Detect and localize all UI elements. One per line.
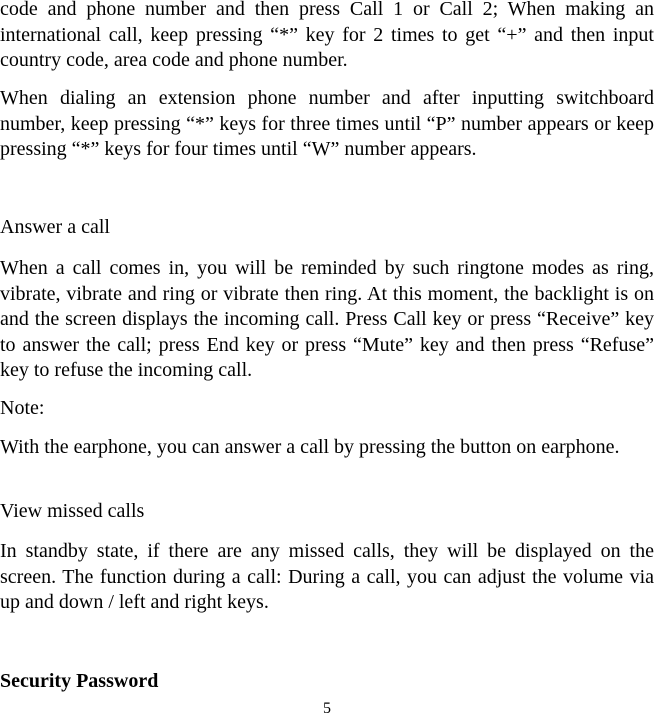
note-label: Note: bbox=[0, 397, 45, 419]
paragraph-international-call: code and phone number and then press Call 1 or Call 2; When making an international call, keep pressing “*” key for 2 times to get “+” and then input country code, area code and phone number. bbox=[0, 0, 654, 71]
heading-view-missed-calls: View missed calls bbox=[0, 500, 145, 522]
paragraph-earphone: With the earphone, you can answer a call by pressing the button on earphone. bbox=[0, 436, 620, 458]
heading-security-password: Security Password bbox=[0, 670, 159, 692]
paragraph-extension-dialing: When dialing an extension phone number and after inputting switchboard number, keep pressing “*” keys for three times until “P” number appears or keep pressing “*” keys for four times until “W” number appears. bbox=[0, 87, 654, 160]
heading-answer-a-call: Answer a call bbox=[0, 216, 110, 238]
paragraph-missed-calls: In standby state, if there are any missed calls, they will be displayed on the screen. The function during a call: During a call, you can adjust the volume via up and down / left and right keys. bbox=[0, 540, 654, 613]
paragraph-answer-call: When a call comes in, you will be reminded by such ringtone modes as ring, vibrate, vibrate and ring or vibrate then ring. At this moment, the backlight is on and the screen displays the incoming call. Press Call key or press “Receive” key to answer the call; press End key or press “Mute” key and then press “Refuse” key to refuse the incoming call. bbox=[0, 257, 654, 381]
page-number: 5 bbox=[323, 700, 331, 717]
